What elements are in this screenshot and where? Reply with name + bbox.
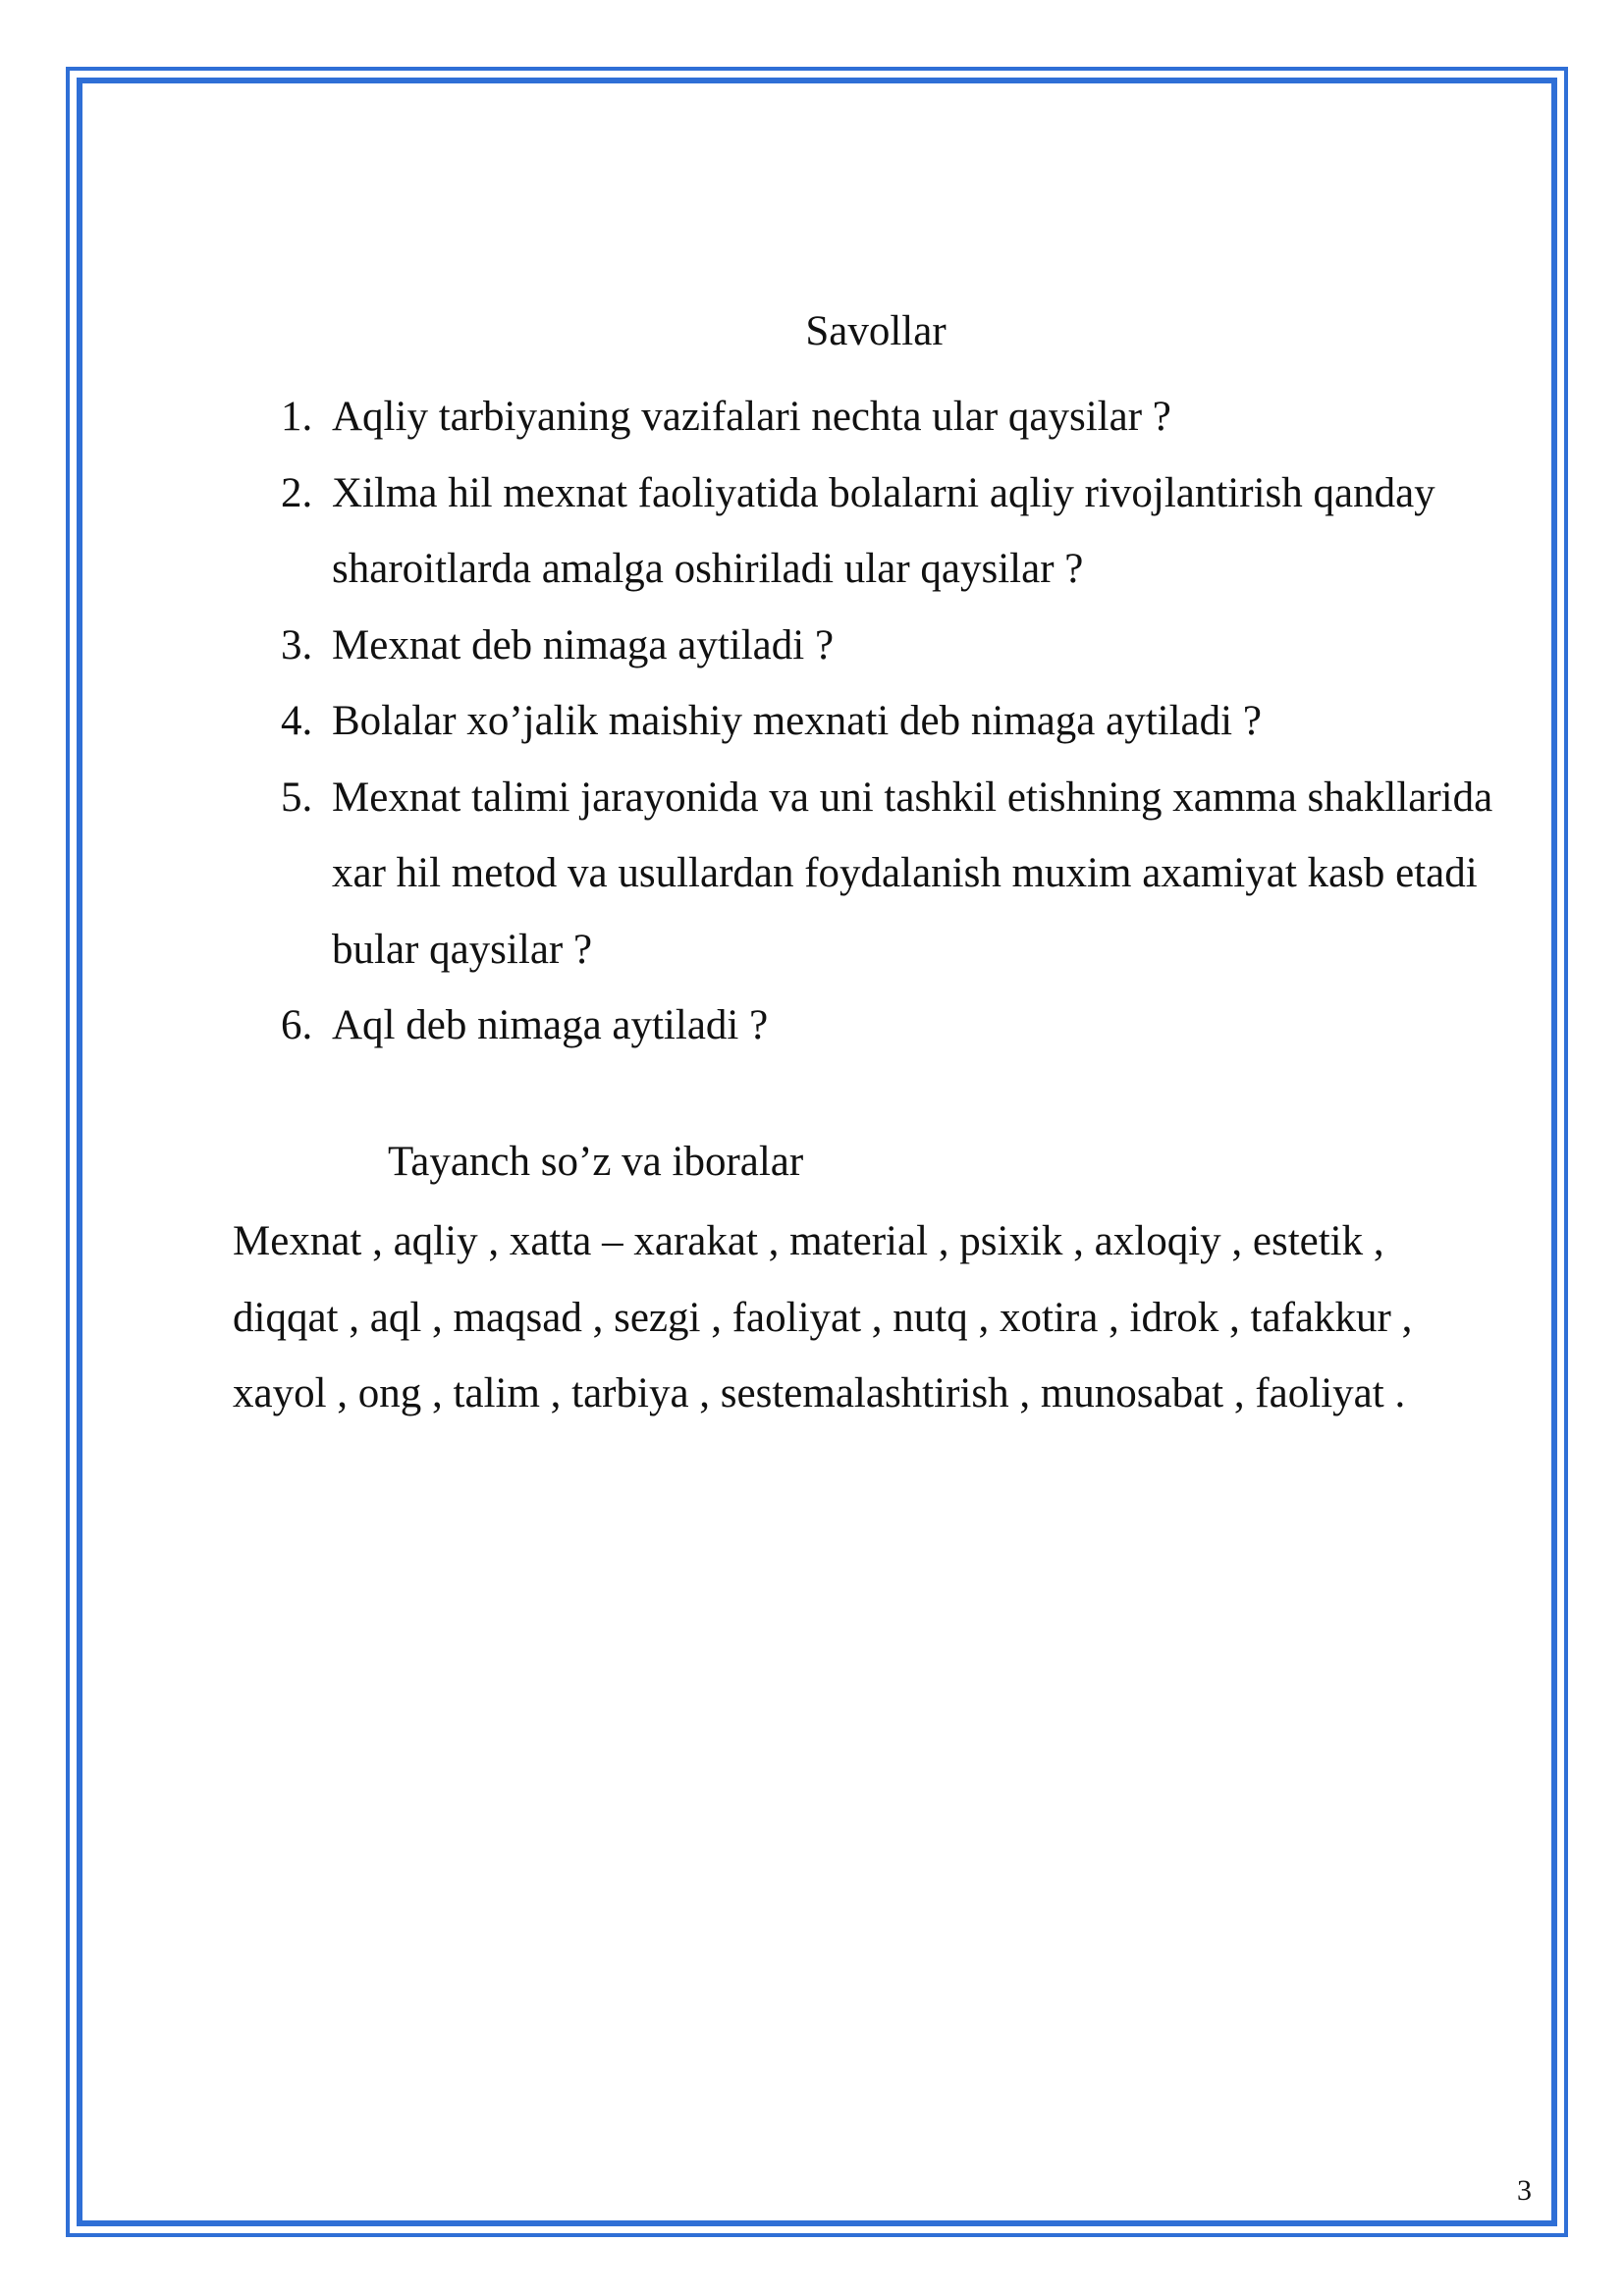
keywords-heading: Tayanch so’z va iboralar xyxy=(388,1139,804,1185)
question-text: Mexnat deb nimaga aytiladi ? xyxy=(332,621,835,668)
page-number: 3 xyxy=(1517,2174,1532,2207)
question-item xyxy=(281,988,1498,1064)
questions-list xyxy=(281,379,1498,1064)
question-number: 3. xyxy=(281,621,313,668)
question-item xyxy=(281,608,1498,684)
question-text: Aqliy tarbiyaning vazifalari nechta ular qaysilar ? xyxy=(332,394,1171,440)
question-item xyxy=(281,379,1498,455)
question-number: 6. xyxy=(281,1002,313,1048)
question-item xyxy=(281,455,1498,608)
questions-heading: Savollar xyxy=(805,308,947,354)
question-text: Bolalar xo’jalik maishiy mexnati deb nimaga aytiladi ? xyxy=(332,698,1262,744)
question-number: 4. xyxy=(281,698,313,744)
question-number: 5. xyxy=(281,774,313,821)
question-text: Mexnat talimi jarayonida va uni tashkil etishning xamma shakllarida xar hil metod va usullardan foydalanish muxim axamiyat kasb etadi bular qaysilar ? xyxy=(332,774,1493,973)
question-item xyxy=(281,760,1498,988)
question-text: Xilma hil mexnat faoliyatida bolalarni aqliy rivojlantirish qanday sharoitlarda amalga oshiriladi ular qaysilar ? xyxy=(332,469,1435,592)
question-text: Aql deb nimaga aytiladi ? xyxy=(332,1002,769,1048)
question-item xyxy=(281,683,1498,760)
question-number: 1. xyxy=(281,394,313,440)
question-number: 2. xyxy=(281,469,313,516)
keywords-paragraph: Mexnat , aqliy , xatta – xarakat , material , psixik , axloqiy , estetik , diqqat , aql , maqsad , sezgi , faoliyat , nutq , xotira , idrok , tafakkur , xayol , ong , talim , tarbiya , sestemalashtirish , munosabat , faoliyat . xyxy=(233,1218,1413,1416)
